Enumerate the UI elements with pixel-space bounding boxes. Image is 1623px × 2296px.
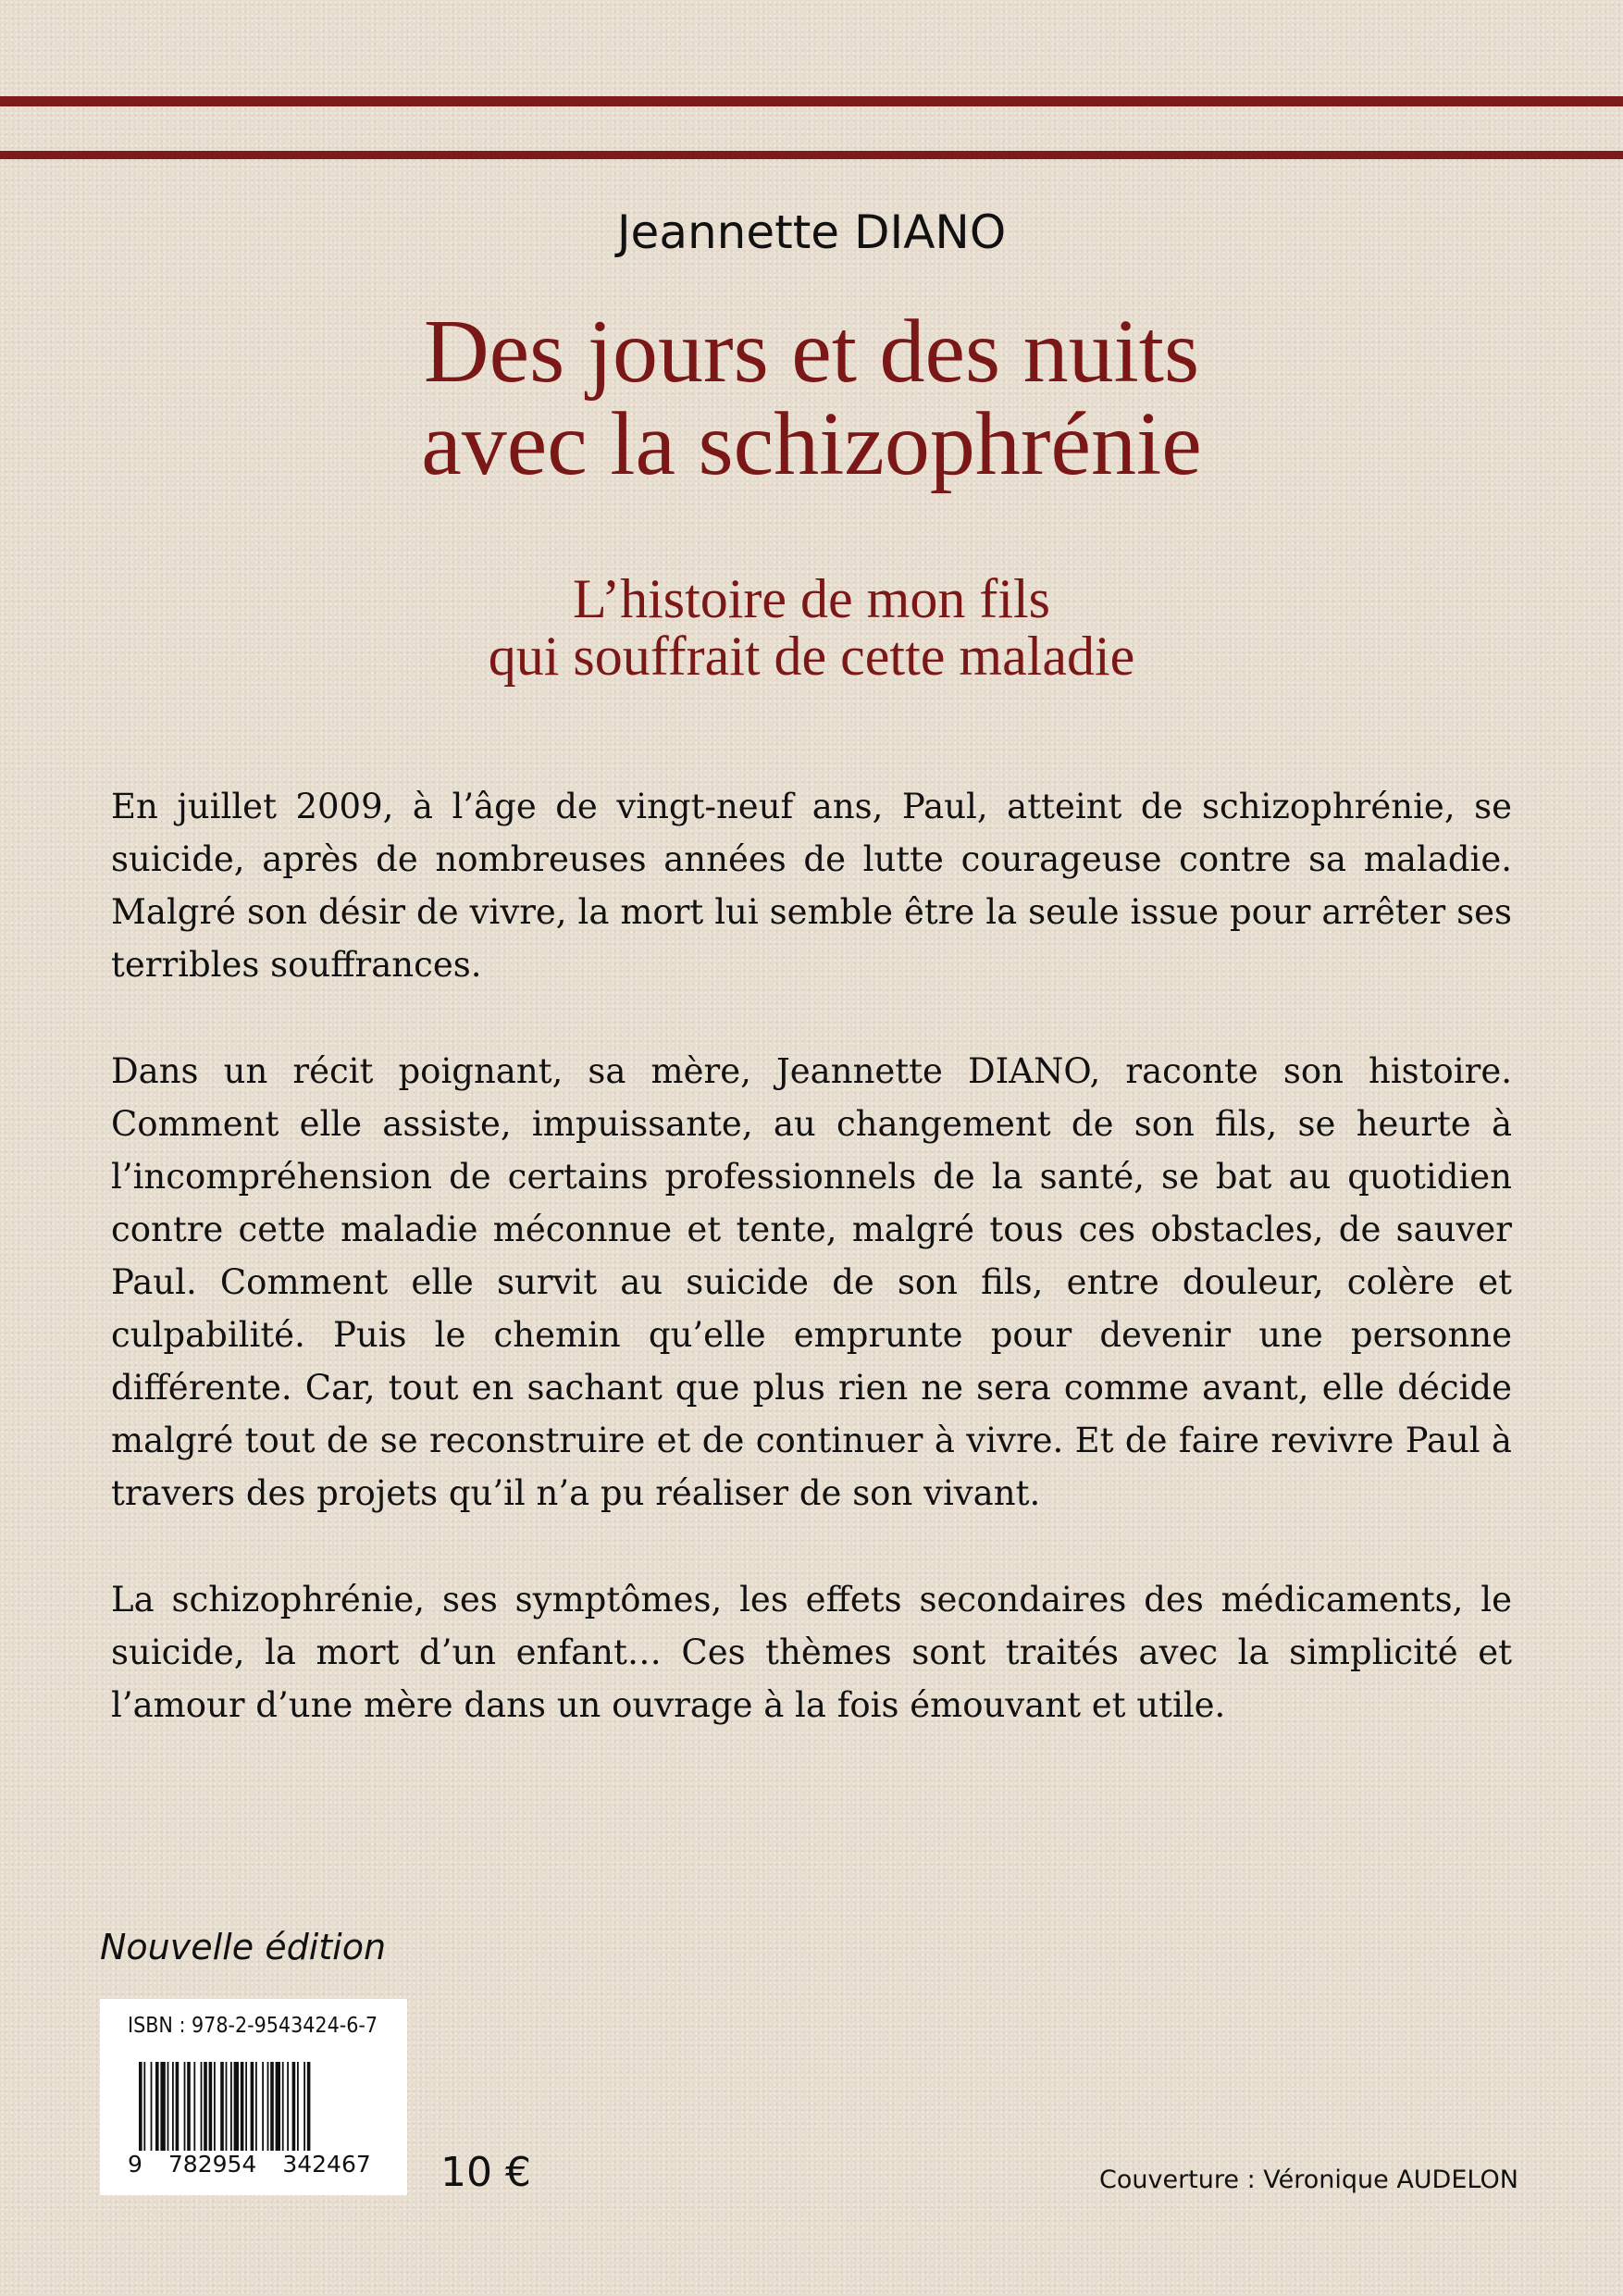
barcode-bar (304, 2062, 305, 2151)
blurb-paragraph: En juillet 2009, à l’âge de vingt-neuf ans, Paul, atteint de schizophrénie, se suicide, après de nombreuses années de lutte courageuse contre sa maladie. Malgré son désir de vivre, la mort lui semble être la seule issue pour arrêter ses terribles souffrances. (111, 787, 1512, 985)
barcode-bar (270, 2062, 274, 2151)
isbn-label: ISBN : 978-2-9543424-6-7 (128, 2014, 378, 2038)
barcode-bar (193, 2062, 195, 2151)
barcode-bar (287, 2062, 289, 2151)
barcode-bar (226, 2062, 228, 2151)
barcode-bar (292, 2062, 296, 2151)
barcode-bar (262, 2062, 264, 2151)
barcode-digit-group: 342467 (282, 2151, 371, 2178)
barcode-bar (187, 2062, 191, 2151)
book-subtitle-line-1: L’histoire de mon fils (572, 568, 1051, 629)
barcode-bar (251, 2062, 254, 2151)
book-subtitle-line-2: qui souffrait de cette maladie (488, 626, 1135, 687)
book-title-line-1: Des jours et des nuits (423, 302, 1200, 402)
edition-note: Nouvelle édition (100, 1927, 387, 1967)
barcode-bar (276, 2062, 280, 2151)
barcode-bar (214, 2062, 216, 2151)
barcode-panel (100, 1999, 407, 2195)
barcode-bar (282, 2062, 284, 2151)
barcode-digit-group: 782954 (167, 2151, 257, 2178)
barcode-bar (155, 2062, 159, 2151)
book-title-line-2: avec la schizophrénie (421, 394, 1202, 494)
barcode-bar (209, 2062, 213, 2151)
barcode-bar (297, 2062, 299, 2151)
barcode-bar (307, 2062, 311, 2151)
barcode-digits (128, 2151, 396, 2178)
blurb (111, 780, 1512, 1785)
book-title (0, 302, 1623, 494)
barcode-bar (220, 2062, 224, 2151)
second-rule (0, 151, 1623, 159)
barcode-bar (255, 2062, 257, 2151)
book-subtitle (0, 570, 1623, 685)
blurb-paragraph: Dans un récit poignant, sa mère, Jeannette DIANO, raconte son histoire. Comment elle assiste, impuissante, au changement de son fils, se heurte à l’incompréhension de certains professionnels de la santé, se bat au quotidien contre cette maladie méconnue et tente, malgré tous ces obstacles, de sauver Paul. Comment elle survit au suicide de son fils, entre douleur, colère et culpabilité. Puis le chemin qu’elle emprunte pour devenir une personne différente. Car, tout en sachant que plus rien ne sera comme avant, elle décide malgré tout de se reconstruire et de continuer à vivre. Et de faire revivre Paul à travers des projets qu’il n’a pu réaliser de son vivant. (111, 1051, 1512, 1513)
barcode-bar (234, 2062, 239, 2151)
barcode-bar (245, 2062, 247, 2151)
barcode-digit-group: 9 (128, 2151, 142, 2178)
author-name: Jeannette DIANO (616, 205, 1007, 259)
barcode-bar (267, 2062, 269, 2151)
barcode-graphic (139, 2062, 376, 2151)
top-rule (0, 96, 1623, 106)
barcode-bar (176, 2062, 180, 2151)
barcode-bar (139, 2062, 142, 2151)
barcode-bar (143, 2062, 145, 2151)
barcode-bar (201, 2062, 203, 2151)
barcode-bar (151, 2062, 153, 2151)
blurb-paragraph: La schizophrénie, ses symptômes, les effets secondaires des médicaments, le suicide, la mort d’un enfant… Ces thèmes sont traités avec la simplicité et l’amour d’une mère dans un ouvrage à la fois émouvant et utile. (111, 1580, 1512, 1725)
barcode-bar (230, 2062, 232, 2151)
barcode-bar (167, 2062, 169, 2151)
barcode-bar (172, 2062, 174, 2151)
barcode-bar (160, 2062, 165, 2151)
barcode-bar (204, 2062, 207, 2151)
price: 10 € (440, 2149, 531, 2196)
barcode-bar (241, 2062, 244, 2151)
barcode-bar (184, 2062, 186, 2151)
cover-credit: Couverture : Véronique AUDELON (1099, 2166, 1518, 2194)
